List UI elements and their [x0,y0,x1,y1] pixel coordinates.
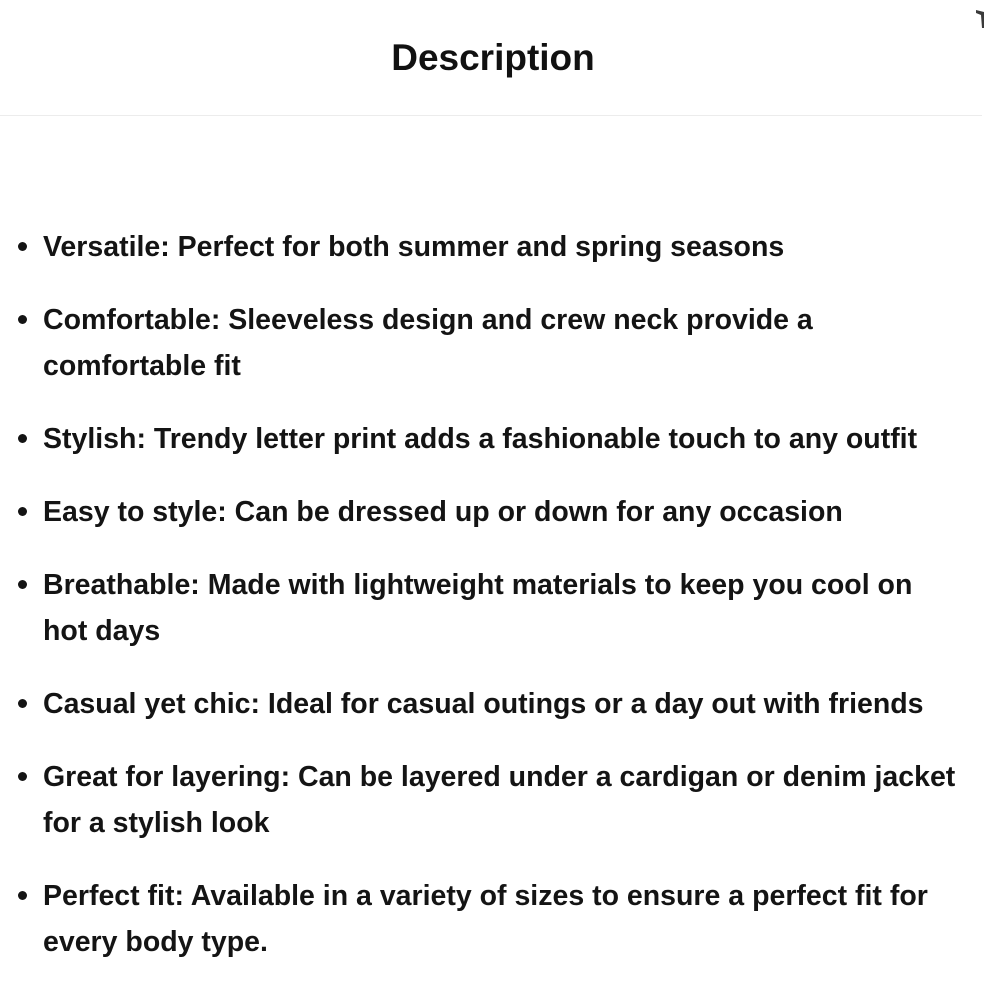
list-item [16,873,956,965]
list-item-text: Casual yet chic: Ideal for casual outings or a day out with friends [43,688,924,720]
corner-edge-icon [975,8,985,30]
list-item [16,489,956,535]
bullet-icon [18,507,27,516]
bullet-icon [18,434,27,443]
list-item [16,297,956,389]
page-title: Description [391,37,595,78]
list-item-text: Easy to style: Can be dressed up or down for any occasion [43,496,843,528]
list-item-text: Breathable: Made with lightweight materials to keep you cool on hot days [43,569,913,647]
list-item [16,562,956,654]
list-item [16,681,956,727]
list-item [16,224,956,270]
list-item-text: Stylish: Trendy letter print adds a fashionable touch to any outfit [43,423,918,455]
list-item [16,754,956,846]
list-item-text: Comfortable: Sleeveless design and crew neck provide a comfortable fit [43,304,813,382]
description-list [16,224,956,992]
bullet-icon [18,242,27,251]
bullet-icon [18,315,27,324]
bullet-icon [18,699,27,708]
list-item-text: Perfect fit: Available in a variety of sizes to ensure a perfect fit for every body type. [43,880,928,958]
bullet-icon [18,772,27,781]
list-item-text: Great for layering: Can be layered under a cardigan or denim jacket for a stylish look [43,761,956,839]
description-header [0,0,982,116]
bullet-icon [18,891,27,900]
list-item [16,416,956,462]
list-item-text: Versatile: Perfect for both summer and spring seasons [43,231,785,263]
bullet-icon [18,580,27,589]
